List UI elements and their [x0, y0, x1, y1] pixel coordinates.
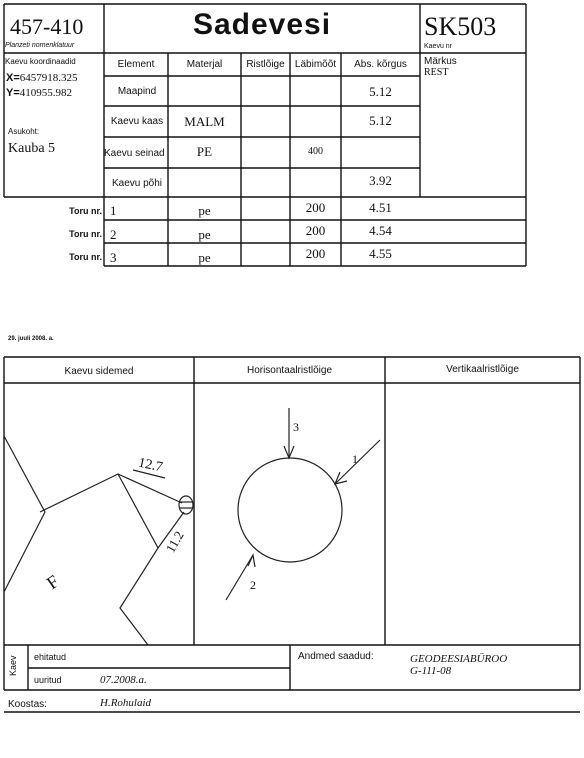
- pipe-label: Toru nr.: [69, 229, 102, 239]
- sketch-lines: [4, 436, 193, 645]
- surveyed-label: uuritud: [34, 675, 62, 685]
- planset-number: 457-410: [10, 14, 84, 39]
- header-material: Materjal: [186, 59, 223, 70]
- data-source-code: G-111-08: [410, 665, 452, 677]
- cross-section-lines: [226, 408, 380, 600]
- row-diameter: 400: [308, 146, 323, 157]
- row-height: 3.92: [369, 173, 392, 188]
- compiled-value: H.Rohulaid: [100, 697, 152, 709]
- built-label: ehitatud: [34, 652, 67, 662]
- header-element: Element: [117, 59, 155, 70]
- pipe-label-3: 3: [293, 420, 299, 434]
- coord-y-value: 410955.982: [19, 87, 73, 99]
- header-diameter: Läbimõõt: [294, 59, 337, 70]
- row-material: MALM: [184, 114, 225, 129]
- pipe-number: 2: [110, 227, 117, 242]
- remarks-value: REST: [424, 67, 449, 78]
- surveyed-value: 07.2008.a.: [100, 674, 147, 686]
- pipe-material: pe: [198, 227, 211, 242]
- data-source-label: Andmed saadud:: [298, 651, 374, 662]
- page-title: Sadevesi: [192, 8, 332, 41]
- pipe-label-1: 1: [352, 452, 358, 466]
- header-height: Abs. kõrgus: [354, 59, 407, 70]
- data-source-value: GEODEESIABÜROO: [410, 653, 508, 665]
- pipe-number: 3: [110, 250, 117, 265]
- pipe-height: 4.55: [369, 246, 392, 261]
- header-cross: Ristlõige: [246, 59, 285, 70]
- column-title-connections: Kaevu sidemed: [64, 366, 134, 377]
- sketch-dimension: 11.2: [162, 528, 187, 556]
- pipe-label: Toru nr.: [69, 252, 102, 262]
- pipe-diameter: 200: [305, 223, 326, 238]
- sketch-dimension: 12.7: [136, 455, 164, 476]
- well-label: Kaevu nr: [424, 43, 453, 50]
- coord-x: [6, 72, 78, 84]
- address-value: Kauba 5: [8, 141, 56, 156]
- coord-y: [6, 87, 72, 99]
- column-title-horizontal: Horisontaalristlõige: [246, 365, 333, 376]
- row-material: PE: [196, 144, 213, 159]
- pipe-height: 4.54: [369, 223, 392, 238]
- address-label: Asukoht:: [8, 127, 40, 136]
- row-element: Kaevu kaas: [110, 116, 164, 127]
- coord-x-prefix: X=: [6, 72, 20, 84]
- pipe-label-2: 2: [250, 578, 256, 592]
- row-element: Kaevu seinad: [104, 148, 165, 159]
- pipe-diameter: 200: [305, 246, 326, 261]
- pipe-number: 1: [110, 203, 117, 218]
- compiled-label: Koostas:: [8, 699, 47, 710]
- pipe-height: 4.51: [369, 200, 392, 215]
- row-height: 5.12: [369, 113, 392, 128]
- pipe-diameter: 200: [305, 200, 326, 215]
- well-side-label: Kaev: [8, 655, 18, 676]
- well-number: SK503: [424, 12, 497, 41]
- row-height: 5.12: [369, 84, 392, 99]
- row-element: Kaevu põhi: [111, 178, 163, 189]
- pipe-material: pe: [198, 203, 211, 218]
- pipe-material: pe: [198, 250, 211, 265]
- coord-y-prefix: Y=: [6, 87, 20, 99]
- column-title-vertical: Vertikaalristlõige: [446, 364, 519, 375]
- pipe-label: Toru nr.: [69, 206, 102, 216]
- sketch-mark: F: [42, 571, 63, 594]
- document-date: 29. juuli 2008. a.: [8, 336, 54, 342]
- coord-x-value: 6457918.325: [19, 72, 78, 84]
- row-element: Maapind: [117, 86, 157, 97]
- remarks-label: Märkus: [424, 56, 457, 67]
- planset-label: Planzeti nomenklatuur: [5, 42, 75, 49]
- coords-label: Kaevu koordinaadid: [5, 57, 76, 66]
